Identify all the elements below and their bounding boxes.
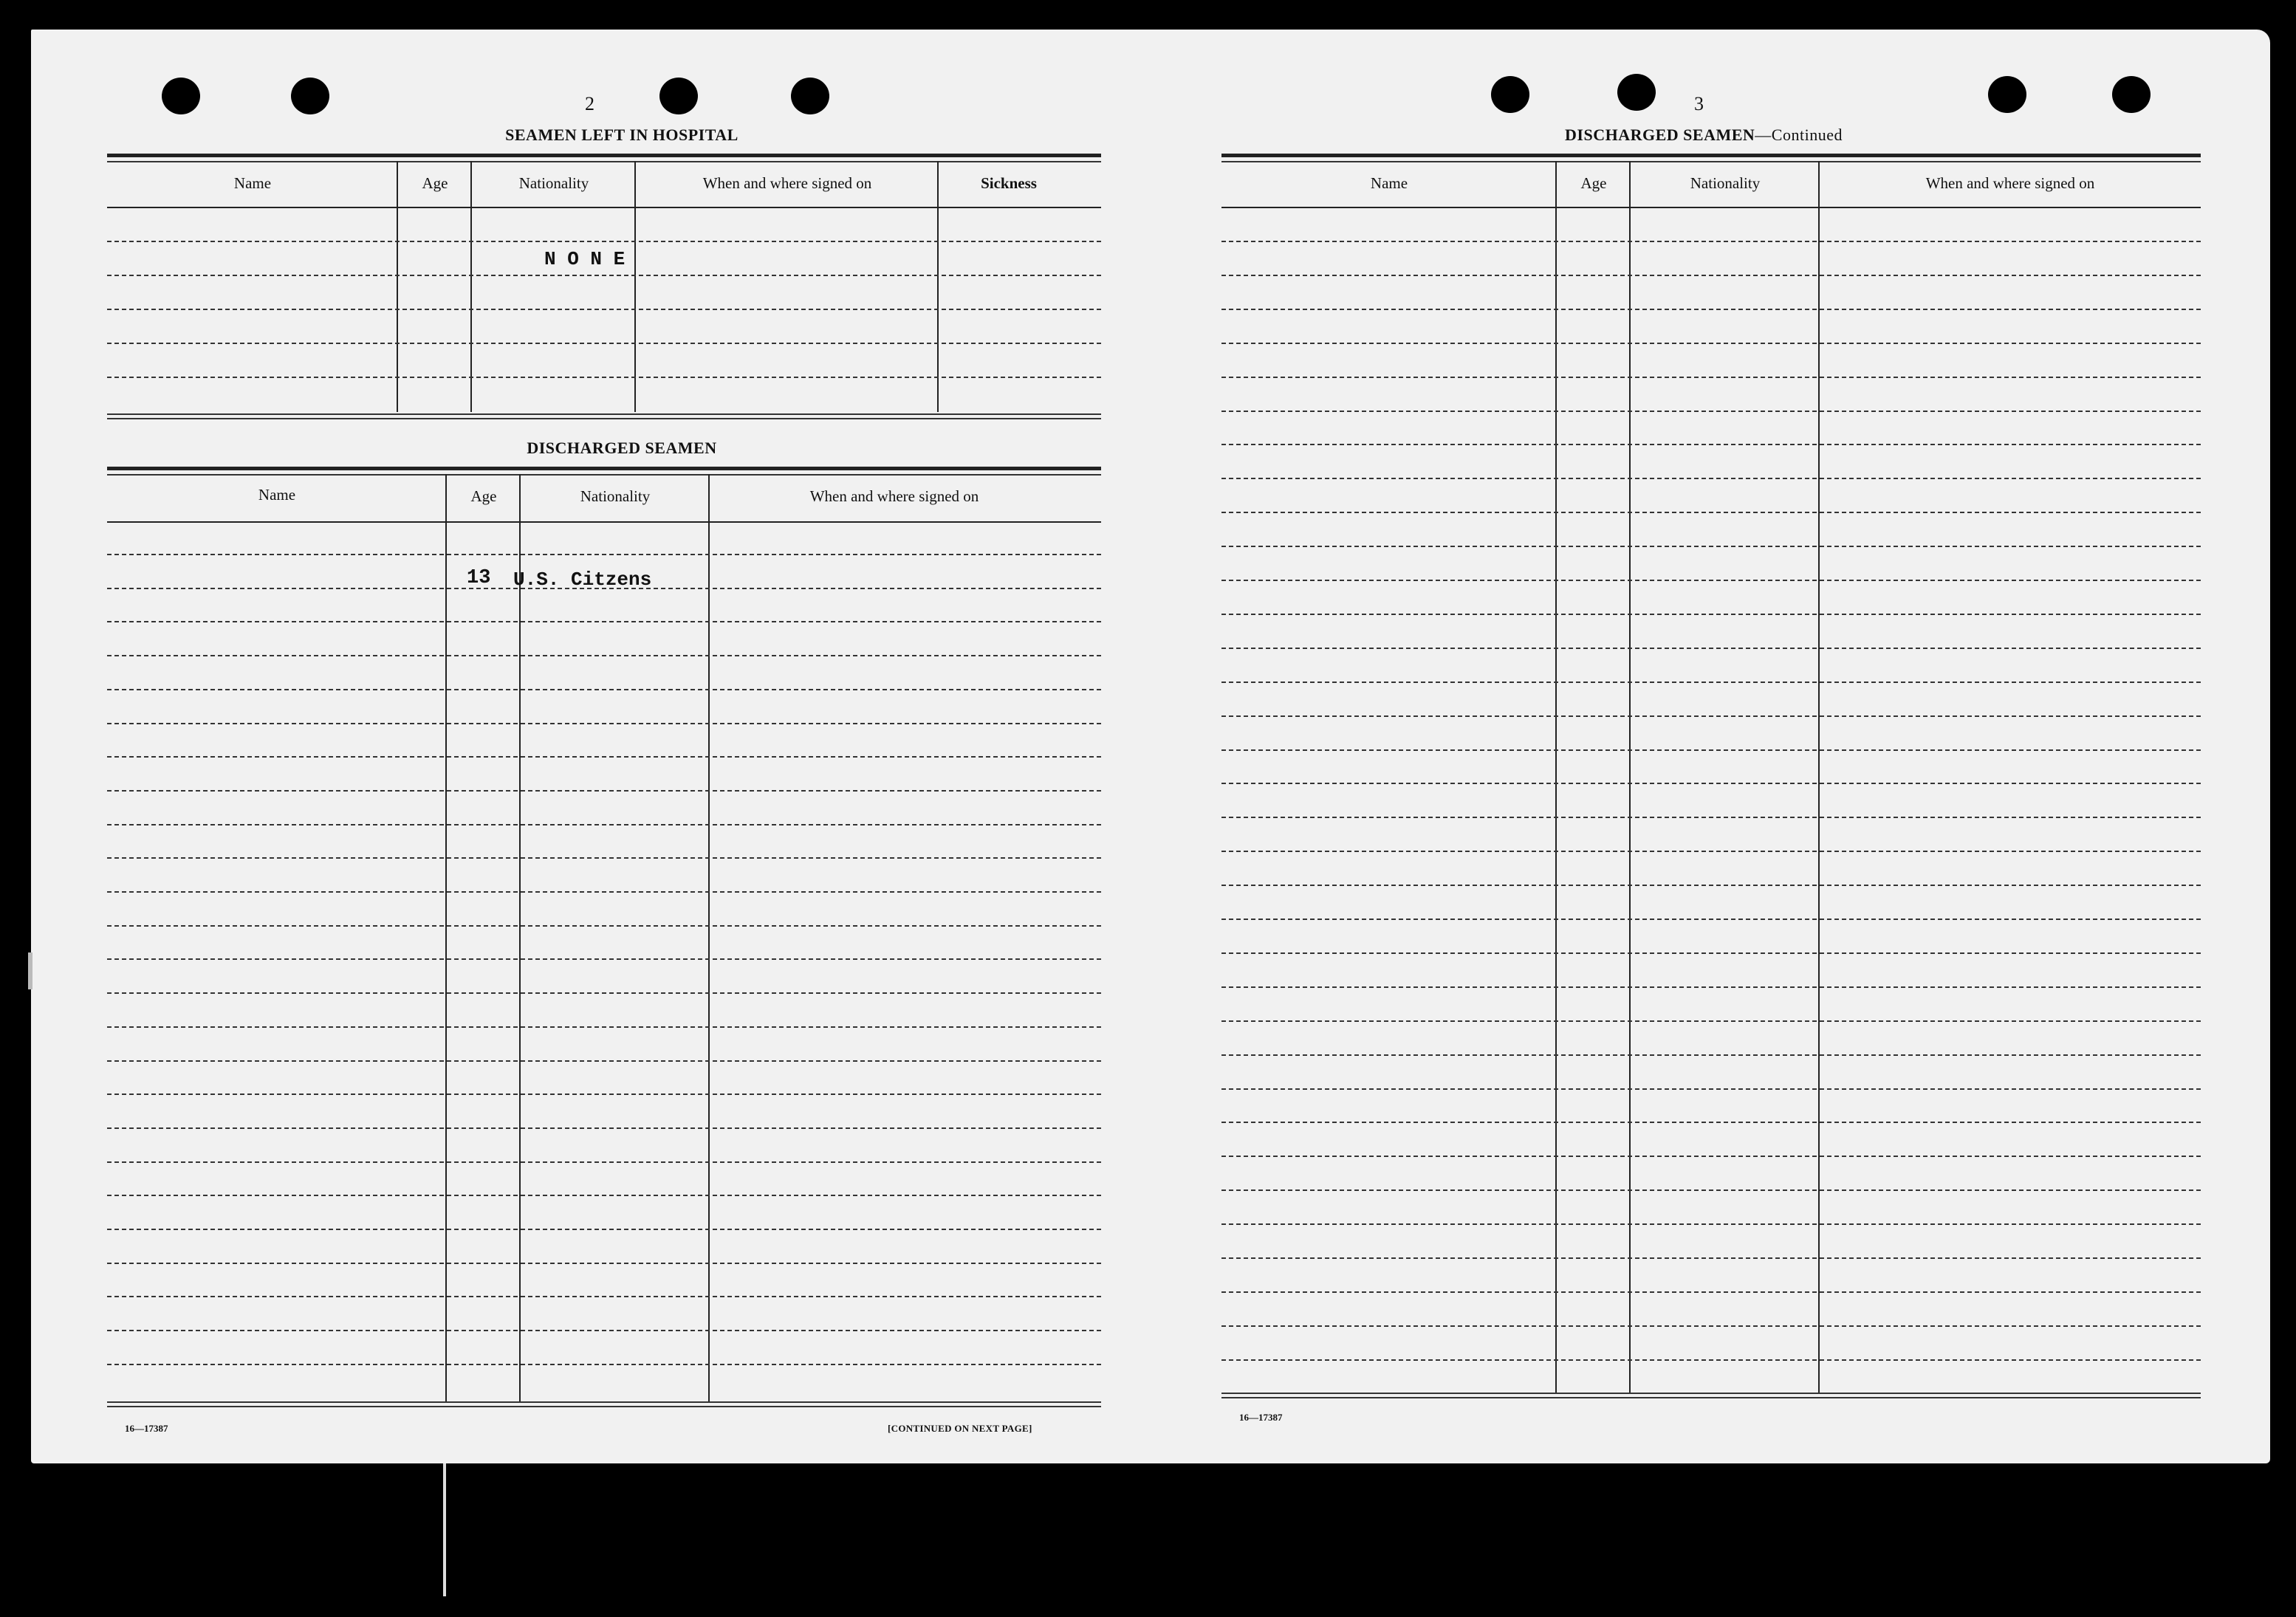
punch-hole bbox=[791, 78, 829, 114]
punch-hole bbox=[1988, 76, 2026, 113]
table-row bbox=[107, 655, 1101, 656]
right-col-signed-on: When and where signed on bbox=[1925, 174, 2095, 192]
table-row bbox=[107, 1296, 1101, 1297]
discharged-continued-suffix: —Continued bbox=[1755, 126, 1843, 144]
punch-hole bbox=[659, 78, 698, 114]
punch-hole bbox=[1491, 76, 1529, 113]
table-row bbox=[1221, 377, 2201, 378]
table-row bbox=[107, 1094, 1101, 1095]
table-row bbox=[107, 857, 1101, 859]
table-row bbox=[1221, 885, 2201, 886]
punch-hole bbox=[291, 78, 329, 114]
ledger-sheet bbox=[31, 30, 2270, 1463]
form-code-right: 16—17387 bbox=[1239, 1412, 1283, 1423]
table-row bbox=[1221, 715, 2201, 717]
table-row bbox=[107, 891, 1101, 893]
right-top-rule bbox=[1221, 154, 2201, 157]
hospital-col-sickness: Sickness bbox=[981, 174, 1037, 192]
right-col-name: Name bbox=[1370, 174, 1408, 192]
right-col-age: Age bbox=[1580, 174, 1607, 192]
hospital-entry-none: N O N E bbox=[544, 248, 626, 270]
table-row bbox=[1221, 1156, 2201, 1157]
table-row bbox=[1221, 1189, 2201, 1191]
hospital-col-signed-on: When and where signed on bbox=[702, 174, 872, 192]
discharged-continued-title bbox=[1493, 126, 1914, 145]
table-row bbox=[107, 824, 1101, 825]
table-row bbox=[1221, 648, 2201, 649]
table-row bbox=[1221, 1291, 2201, 1293]
hospital-top-rule bbox=[107, 154, 1101, 157]
table-row bbox=[107, 1195, 1101, 1196]
table-row bbox=[1221, 817, 2201, 818]
table-row bbox=[1221, 783, 2201, 784]
punch-hole bbox=[2112, 76, 2151, 113]
table-row bbox=[107, 689, 1101, 690]
table-row bbox=[107, 1263, 1101, 1264]
table-row bbox=[107, 1026, 1101, 1028]
discharged-col-age: Age bbox=[470, 487, 497, 505]
punch-hole bbox=[1617, 74, 1656, 111]
table-row bbox=[1221, 1223, 2201, 1225]
table-row bbox=[107, 723, 1101, 724]
table-row bbox=[1221, 682, 2201, 683]
form-code-left: 16—17387 bbox=[125, 1423, 168, 1434]
hospital-row bbox=[107, 377, 1101, 378]
hospital-row bbox=[107, 275, 1101, 276]
hospital-row bbox=[107, 241, 1101, 242]
table-row bbox=[107, 1364, 1101, 1365]
table-row bbox=[107, 790, 1101, 792]
table-row bbox=[1221, 309, 2201, 310]
table-row bbox=[107, 1127, 1101, 1129]
edge-mark bbox=[28, 952, 32, 989]
table-row bbox=[1221, 580, 2201, 581]
table-row bbox=[107, 925, 1101, 927]
table-row bbox=[1221, 478, 2201, 479]
continued-on-next-page: [CONTINUED ON NEXT PAGE] bbox=[888, 1423, 1032, 1434]
discharged-col-nationality: Nationality bbox=[580, 487, 651, 505]
discharged-top-rule bbox=[107, 467, 1101, 470]
hospital-col-age: Age bbox=[422, 174, 448, 192]
table-row bbox=[107, 621, 1101, 622]
table-row bbox=[1221, 546, 2201, 547]
table-row bbox=[1221, 444, 2201, 445]
right-col-nationality: Nationality bbox=[1690, 174, 1761, 192]
table-row bbox=[107, 992, 1101, 994]
hospital-row bbox=[107, 343, 1101, 344]
table-row bbox=[107, 756, 1101, 758]
discharged-col-signed-on: When and where signed on bbox=[809, 487, 979, 505]
table-row bbox=[1221, 1359, 2201, 1361]
discharged-continued-title-main: DISCHARGED SEAMEN bbox=[1565, 126, 1755, 144]
table-row bbox=[1221, 952, 2201, 954]
table-row bbox=[1221, 1257, 2201, 1259]
table-row bbox=[1221, 1054, 2201, 1056]
binding-strip bbox=[443, 1463, 446, 1596]
table-row bbox=[107, 958, 1101, 960]
discharged-entry-age: 13 bbox=[467, 567, 491, 589]
table-row bbox=[1221, 1325, 2201, 1327]
table-row bbox=[107, 1161, 1101, 1163]
table-row bbox=[1221, 411, 2201, 412]
page-number-left: 2 bbox=[585, 93, 594, 114]
discharged-entry-nationality: U.S. Citzens bbox=[513, 569, 652, 591]
table-row bbox=[1221, 1020, 2201, 1022]
hospital-section-title: SEAMEN LEFT IN HOSPITAL bbox=[505, 126, 739, 144]
table-row bbox=[1221, 614, 2201, 615]
table-row bbox=[1221, 749, 2201, 751]
table-row bbox=[1221, 1088, 2201, 1090]
table-row bbox=[1221, 512, 2201, 513]
table-row bbox=[107, 1229, 1101, 1230]
page-number-right: 3 bbox=[1694, 93, 1704, 114]
table-row bbox=[1221, 343, 2201, 344]
hospital-col-nationality: Nationality bbox=[518, 174, 589, 192]
table-row bbox=[107, 1060, 1101, 1062]
table-row bbox=[1221, 1122, 2201, 1123]
discharged-col-name: Name bbox=[258, 486, 296, 504]
table-row bbox=[1221, 986, 2201, 988]
table-row bbox=[1221, 275, 2201, 276]
punch-hole bbox=[162, 78, 200, 114]
discharged-section-title: DISCHARGED SEAMEN bbox=[527, 439, 717, 457]
table-row bbox=[1221, 919, 2201, 920]
table-row bbox=[107, 554, 1101, 555]
table-row bbox=[1221, 241, 2201, 242]
hospital-col-name: Name bbox=[233, 174, 272, 192]
table-row bbox=[107, 1330, 1101, 1331]
hospital-row bbox=[107, 309, 1101, 310]
table-row bbox=[1221, 851, 2201, 852]
